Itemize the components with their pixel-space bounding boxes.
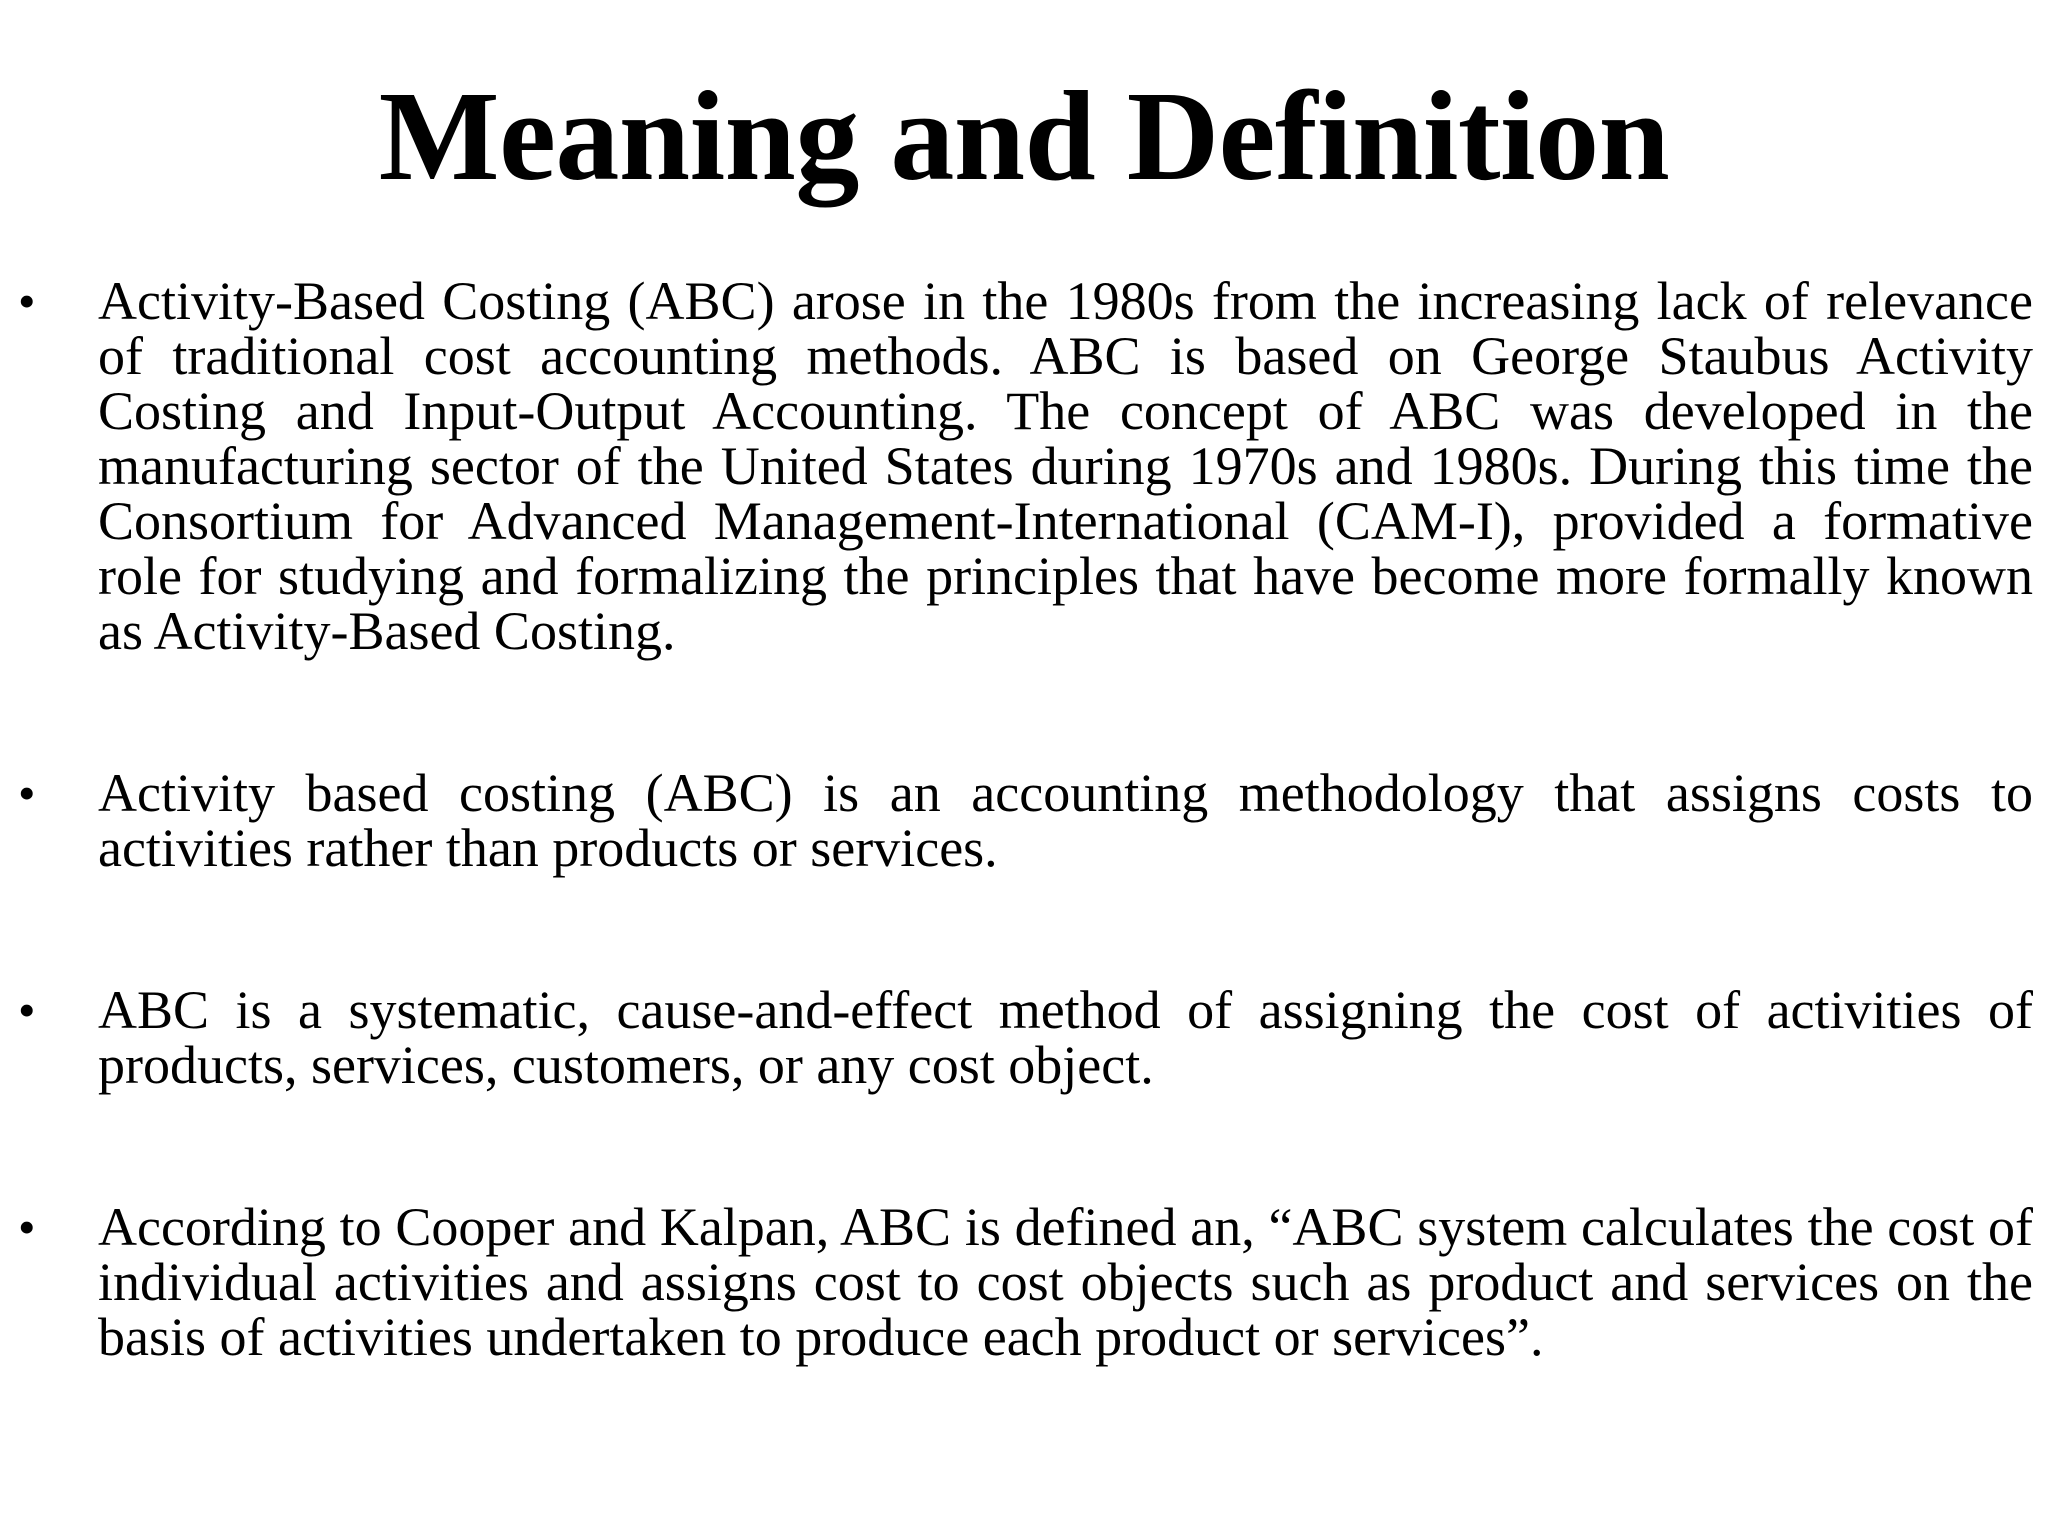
bullet-icon: • [18,1199,36,1255]
bullet-text: According to Cooper and Kalpan, ABC is defined an, “ABC system calculates the cost of individual activities and assigns cost to cost objects such as product and services on the basis of activities undertaken to produce each product or services”. [98,1197,2033,1367]
bullet-icon: • [18,982,36,1038]
bullet-list [0,271,2048,1367]
bullet-item [0,1197,2048,1367]
bullet-item [0,763,2048,878]
bullet-icon: • [18,765,36,821]
bullet-item [0,271,2048,661]
bullet-text: Activity based costing (ABC) is an accounting methodology that assigns costs to activities rather than products or services. [98,763,2033,878]
bullet-icon: • [18,273,36,329]
bullet-text: ABC is a systematic, cause-and-effect method of assigning the cost of activities of products, services, customers, or any cost object. [98,980,2033,1095]
bullet-item [0,980,2048,1095]
bullet-text: Activity-Based Costing (ABC) arose in the 1980s from the increasing lack of relevance of traditional cost accounting methods. ABC is based on George Staubus Activity Costing and Input-Output Accounting. The concept of ABC was developed in the manufacturing sector of the United States during 1970s and 1980s. During this time the Consortium for Advanced Management-International (CAM-I), provided a formative role for studying and formalizing the principles that have become more formally known as Activity-Based Costing. [98,271,2033,661]
slide-title: Meaning and Definition [378,65,1670,207]
